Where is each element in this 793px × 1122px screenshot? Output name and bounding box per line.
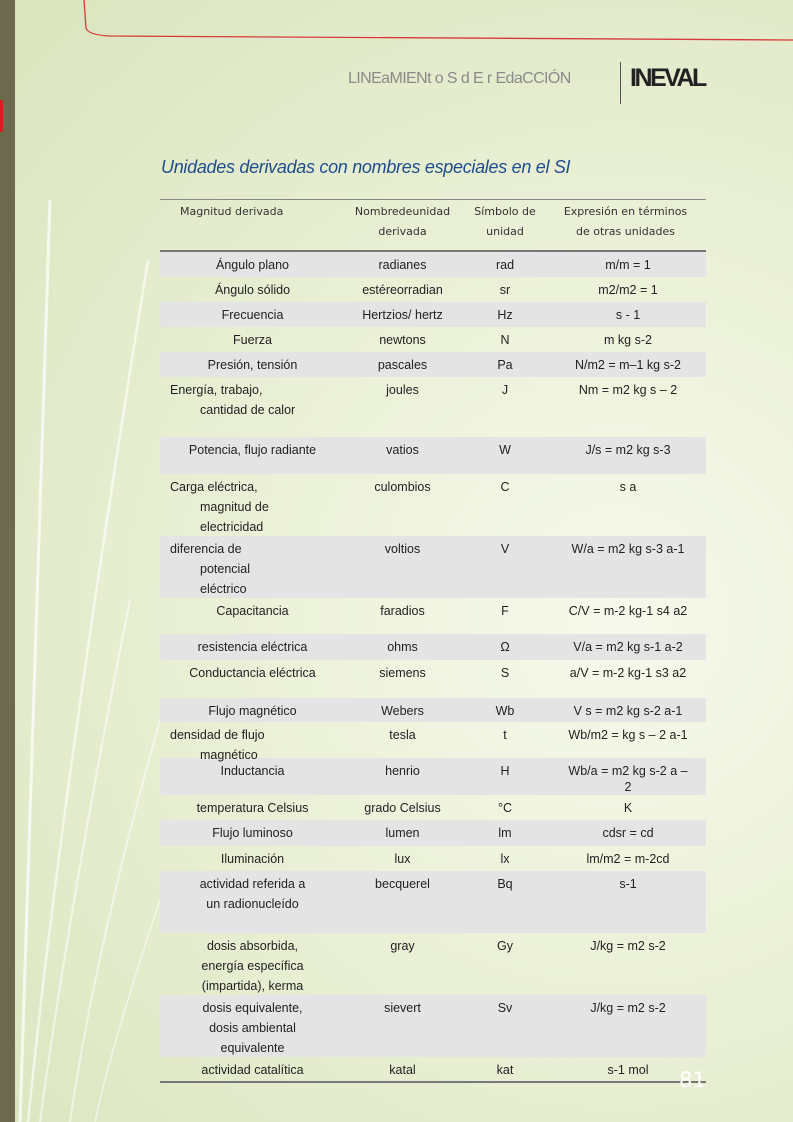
cell-expresion-text: m2/m2 = 1	[598, 283, 658, 297]
cell-simbolo-text: H	[500, 764, 510, 778]
cell-nombre-text: faradios	[380, 604, 425, 618]
cell-nombre-text: henrio	[385, 764, 420, 778]
cell-magnitud	[160, 474, 345, 536]
cell-magnitud	[160, 933, 345, 995]
table-row	[160, 758, 706, 795]
magnitud-line: dosis equivalente,	[202, 1001, 303, 1015]
cell-nombre	[345, 634, 460, 660]
cell-nombre-text: tesla	[389, 728, 416, 742]
cell-magnitud	[160, 846, 345, 871]
cell-simbolo-text: N	[500, 333, 510, 347]
cell-expresion-text-2: 2	[624, 780, 632, 794]
cell-expresion-text: m kg s-2	[604, 333, 652, 347]
table-row	[160, 437, 706, 474]
table-row	[160, 474, 706, 536]
cell-expresion	[550, 660, 706, 698]
magnitud-line: energía específica	[201, 959, 304, 973]
magnitud-line: actividad catalítica	[201, 1063, 304, 1077]
magnitud-line: electricidad	[200, 520, 264, 534]
red-margin-tab	[0, 100, 3, 132]
cell-magnitud	[160, 722, 345, 762]
cell-simbolo	[460, 933, 550, 995]
cell-simbolo-text: sr	[499, 283, 511, 297]
magnitud-line: dosis ambiental	[209, 1021, 296, 1035]
cell-magnitud	[160, 437, 345, 474]
cell-simbolo-text: F	[501, 604, 509, 618]
cell-magnitud	[160, 795, 345, 820]
cell-simbolo-text: S	[500, 666, 510, 680]
cell-simbolo	[460, 536, 550, 598]
cell-expresion-text: Wb/m2 = kg s – 2 a-1	[568, 728, 688, 742]
table-row	[160, 252, 706, 277]
table-row	[160, 698, 706, 722]
cell-nombre	[345, 871, 460, 933]
cell-nombre-text: grado Celsius	[364, 801, 441, 815]
cell-expresion	[550, 352, 706, 377]
magnitud-line: magnitud de	[200, 500, 269, 514]
cell-simbolo-text: Gy	[497, 939, 513, 953]
cell-nombre-text: vatios	[386, 443, 419, 457]
cell-simbolo	[460, 846, 550, 871]
magnitud-line: Energía, trabajo,	[170, 383, 263, 397]
cell-nombre	[345, 820, 460, 846]
cell-expresion	[550, 252, 706, 277]
table-row	[160, 536, 706, 598]
cell-nombre	[345, 995, 460, 1057]
cell-nombre-text: culombios	[374, 480, 431, 494]
cell-expresion	[550, 474, 706, 536]
cell-simbolo	[460, 302, 550, 327]
cell-expresion	[550, 437, 706, 474]
magnitud-line: equivalente	[220, 1041, 285, 1055]
cell-nombre	[345, 598, 460, 634]
cell-simbolo	[460, 474, 550, 536]
table-row	[160, 722, 706, 762]
cell-magnitud	[160, 327, 345, 352]
cell-nombre-text: newtons	[379, 333, 426, 347]
cell-simbolo-text: kat	[496, 1063, 514, 1077]
cell-nombre	[345, 722, 460, 758]
cell-nombre	[345, 437, 460, 474]
cell-expresion-text: V s = m2 kg s-2 a-1	[573, 704, 683, 718]
cell-expresion	[550, 327, 706, 352]
cell-nombre	[345, 252, 460, 277]
cell-nombre	[345, 277, 460, 302]
cell-nombre	[345, 536, 460, 598]
header-expresion: Expresión en términos de otras unidades	[563, 205, 688, 238]
cell-nombre	[345, 660, 460, 698]
cell-simbolo	[460, 277, 550, 302]
cell-expresion-text: Nm = m2 kg s – 2	[578, 383, 678, 397]
cell-simbolo	[460, 377, 550, 437]
cell-expresion-text: J/kg = m2 s-2	[590, 939, 666, 953]
cell-simbolo	[460, 1057, 550, 1081]
cell-simbolo	[460, 660, 550, 698]
table-row	[160, 933, 706, 995]
cell-simbolo	[460, 598, 550, 634]
cell-nombre	[345, 474, 460, 536]
cell-expresion-text: Wb/a = m2 kg s-2 a –	[568, 764, 688, 778]
cell-nombre	[345, 352, 460, 377]
cell-nombre-text: siemens	[379, 666, 426, 680]
cell-nombre-text: Hertzios/ hertz	[362, 308, 443, 322]
magnitud-line: Capacitancia	[216, 604, 289, 618]
cell-expresion-text: lm/m2 = m-2cd	[586, 852, 670, 866]
cell-magnitud	[160, 698, 345, 722]
cell-expresion-text: W/a = m2 kg s-3 a-1	[571, 542, 685, 556]
magnitud-line: dosis absorbida,	[206, 939, 299, 953]
table-row	[160, 871, 706, 933]
page-number: 81	[679, 1068, 706, 1092]
cell-simbolo	[460, 871, 550, 933]
page-title: Unidades derivadas con nombres especiales en el SI	[161, 157, 571, 177]
table-row	[160, 377, 706, 437]
cell-simbolo	[460, 758, 550, 795]
cell-simbolo-text: Sv	[497, 1001, 513, 1015]
cell-magnitud	[160, 536, 345, 598]
cell-simbolo	[460, 437, 550, 474]
cell-simbolo-text: C	[500, 480, 510, 494]
header-section-title: LINEaMIENt o S d E r EdaCCIÓN	[348, 70, 571, 87]
cell-expresion-text: cdsr = cd	[602, 826, 654, 840]
cell-nombre	[345, 846, 460, 871]
cell-nombre-text: Webers	[381, 704, 424, 718]
cell-magnitud	[160, 634, 345, 660]
magnitud-line: resistencia eléctrica	[197, 640, 308, 654]
cell-expresion	[550, 377, 706, 437]
cell-magnitud	[160, 598, 345, 634]
magnitud-line: Frecuencia	[221, 308, 284, 322]
cell-expresion	[550, 995, 706, 1057]
cell-nombre-text: becquerel	[375, 877, 430, 891]
cell-expresion-text: C/V = m-2 kg-1 s4 a2	[568, 604, 688, 618]
cell-magnitud	[160, 820, 345, 846]
cell-nombre	[345, 795, 460, 820]
cell-expresion-text: N/m2 = m–1 kg s-2	[575, 358, 681, 372]
cell-nombre	[345, 302, 460, 327]
cell-nombre	[345, 758, 460, 795]
cell-simbolo	[460, 795, 550, 820]
magnitud-line: densidad de flujo	[170, 728, 265, 742]
cell-expresion-text: s - 1	[615, 308, 641, 322]
table-body	[160, 252, 706, 1081]
magnitud-line: Inductancia	[220, 764, 285, 778]
table-row	[160, 634, 706, 660]
cell-expresion-text: a/V = m-2 kg-1 s3 a2	[569, 666, 687, 680]
magnitud-line: (impartida), kerma	[201, 979, 304, 993]
cell-nombre-text: katal	[389, 1063, 416, 1077]
cell-nombre-text: estéreorradian	[362, 283, 443, 297]
cell-expresion	[550, 795, 706, 820]
cell-expresion	[550, 536, 706, 598]
table-row	[160, 598, 706, 634]
table-row	[160, 995, 706, 1057]
cell-expresion-text: K	[623, 801, 633, 815]
cell-nombre	[345, 377, 460, 437]
cell-simbolo-text: W	[499, 443, 511, 457]
cell-expresion-text: J/s = m2 kg s-3	[585, 443, 671, 457]
cell-nombre-text: voltios	[384, 542, 421, 556]
header-magnitud: Magnitud derivada	[180, 205, 284, 218]
cell-expresion	[550, 871, 706, 933]
cell-expresion-text: s-1	[619, 877, 637, 891]
table-row	[160, 846, 706, 871]
cell-expresion-text: m/m = 1	[605, 258, 651, 272]
cell-simbolo-text: lm	[498, 826, 512, 840]
cell-simbolo-text: rad	[495, 258, 515, 272]
magnitud-line: diferencia de	[170, 542, 242, 556]
magnitud-line: Carga eléctrica,	[170, 480, 258, 494]
cell-magnitud	[160, 352, 345, 377]
header-nombre: Nombredeunidad derivada	[354, 205, 451, 238]
header-divider	[620, 62, 621, 104]
cell-expresion	[550, 722, 706, 758]
cell-expresion-text: J/kg = m2 s-2	[590, 1001, 666, 1015]
cell-simbolo-text: V	[500, 542, 510, 556]
magnitud-line: Flujo luminoso	[212, 826, 293, 840]
cell-nombre	[345, 933, 460, 995]
cell-expresion	[550, 820, 706, 846]
si-units-table	[160, 199, 706, 1083]
magnitud-line: Presión, tensión	[207, 358, 298, 372]
cell-expresion	[550, 277, 706, 302]
cell-simbolo	[460, 820, 550, 846]
cell-magnitud	[160, 995, 345, 1057]
header-logo-text: INEVAL	[630, 64, 705, 92]
cell-simbolo-text: Bq	[497, 877, 513, 891]
cell-simbolo	[460, 634, 550, 660]
cell-magnitud	[160, 252, 345, 277]
magnitud-line: magnético	[200, 748, 258, 762]
cell-nombre-text: joules	[386, 383, 419, 397]
cell-nombre	[345, 1057, 460, 1081]
magnitud-line: Ángulo plano	[216, 258, 289, 272]
cell-simbolo-text: °C	[497, 801, 513, 815]
cell-magnitud	[160, 758, 345, 795]
cell-nombre-text: radianes	[378, 258, 427, 272]
magnitud-line: Iluminación	[220, 852, 285, 866]
cell-nombre-text: lux	[394, 852, 411, 866]
magnitud-line: temperatura Celsius	[196, 801, 309, 815]
cell-simbolo-text: Wb	[495, 704, 515, 718]
table-row	[160, 277, 706, 302]
cell-expresion	[550, 634, 706, 660]
magnitud-line: Potencia, flujo radiante	[188, 443, 317, 457]
cell-simbolo-text: Hz	[497, 308, 513, 322]
cell-magnitud	[160, 302, 345, 327]
cell-expresion-text: s-1 mol	[607, 1063, 649, 1077]
cell-expresion	[550, 698, 706, 722]
magnitud-line: potencial	[200, 562, 251, 576]
magnitud-line: Flujo magnético	[208, 704, 297, 718]
cell-expresion-text: V/a = m2 kg s-1 a-2	[573, 640, 683, 654]
header-simbolo: Símbolo de unidad	[474, 205, 536, 238]
magnitud-line: eléctrico	[200, 582, 247, 596]
table-row	[160, 795, 706, 820]
cell-nombre	[345, 327, 460, 352]
magnitud-line: Conductancia eléctrica	[189, 666, 316, 680]
cell-simbolo-text: J	[501, 383, 509, 397]
cell-simbolo	[460, 327, 550, 352]
left-margin-bar	[0, 0, 15, 1122]
cell-expresion	[550, 933, 706, 995]
cell-nombre	[345, 698, 460, 722]
magnitud-line: Ángulo sólido	[214, 283, 291, 297]
cell-magnitud	[160, 277, 345, 302]
cell-simbolo-text: lx	[500, 852, 510, 866]
cell-nombre-text: sievert	[384, 1001, 421, 1015]
cell-expresion	[550, 758, 706, 795]
cell-nombre-text: ohms	[387, 640, 418, 654]
cell-simbolo	[460, 995, 550, 1057]
table-row	[160, 327, 706, 352]
table-row	[160, 352, 706, 377]
cell-nombre-text: gray	[390, 939, 415, 953]
cell-expresion-text: s a	[619, 480, 637, 494]
magnitud-line: un radionucleído	[206, 897, 299, 911]
magnitud-line: actividad referida a	[199, 877, 306, 891]
table-row	[160, 660, 706, 698]
table-row	[160, 302, 706, 327]
cell-simbolo-text: t	[503, 728, 507, 742]
cell-magnitud	[160, 660, 345, 698]
cell-expresion	[550, 302, 706, 327]
cell-simbolo-text: Pa	[497, 358, 513, 372]
cell-simbolo	[460, 698, 550, 722]
cell-magnitud	[160, 377, 345, 437]
table-header	[160, 200, 706, 252]
cell-nombre-text: lumen	[385, 826, 420, 840]
cell-nombre-text: pascales	[377, 358, 428, 372]
table-row	[160, 1057, 706, 1081]
cell-expresion	[550, 598, 706, 634]
magnitud-line: cantidad de calor	[200, 403, 296, 417]
cell-simbolo	[460, 722, 550, 758]
table-row	[160, 820, 706, 846]
cell-expresion	[550, 846, 706, 871]
cell-simbolo	[460, 352, 550, 377]
cell-simbolo-text: Ω	[500, 640, 510, 654]
magnitud-line: Fuerza	[233, 333, 272, 347]
cell-magnitud	[160, 1057, 345, 1081]
cell-simbolo	[460, 252, 550, 277]
cell-magnitud	[160, 871, 345, 933]
